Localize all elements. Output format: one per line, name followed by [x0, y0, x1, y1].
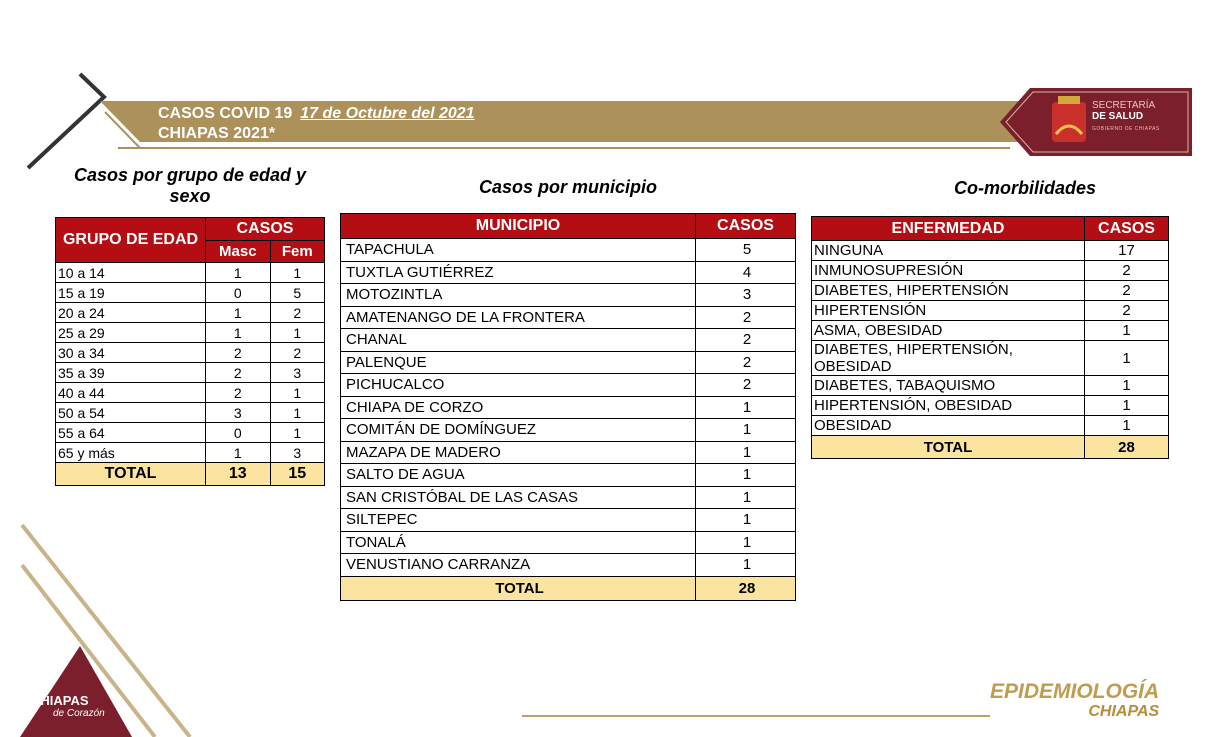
- header-title: [158, 104, 475, 144]
- municipio-section-title: Casos por municipio: [478, 177, 658, 197]
- mun-total-label: TOTAL: [341, 576, 696, 600]
- municipio-name-cell: TONALÁ: [341, 531, 696, 554]
- municipio-name-cell: CHANAL: [341, 329, 696, 352]
- table-row: [56, 383, 325, 403]
- table-row: [812, 241, 1169, 261]
- fem-cell: 3: [270, 363, 324, 383]
- table-row: [812, 416, 1169, 436]
- municipio-cases-cell: 5: [696, 239, 796, 262]
- age-group-cell: 30 a 34: [56, 343, 206, 363]
- masc-cell: 2: [206, 383, 271, 403]
- municipio-name-cell: SAN CRISTÓBAL DE LAS CASAS: [341, 486, 696, 509]
- disease-name-cell: DIABETES, HIPERTENSIÓN: [812, 281, 1085, 301]
- fem-cell: 2: [270, 343, 324, 363]
- table-row: [812, 301, 1169, 321]
- municipio-name-cell: MAZAPA DE MADERO: [341, 441, 696, 464]
- municipio-name-cell: COMITÁN DE DOMÍNGUEZ: [341, 419, 696, 442]
- masc-cell: 1: [206, 323, 271, 343]
- com-total-value: 28: [1085, 436, 1169, 459]
- age-group-cell: 50 a 54: [56, 403, 206, 423]
- masc-cell: 0: [206, 283, 271, 303]
- municipio-cases-cell: 1: [696, 554, 796, 577]
- age-group-cell: 20 a 24: [56, 303, 206, 323]
- col-casos: CASOS: [696, 214, 796, 239]
- masc-cell: 2: [206, 363, 271, 383]
- chiapas-text: CHIAPAS: [31, 693, 89, 708]
- logo-line1: SECRETARÍA: [1092, 100, 1156, 111]
- header-date: 17 de Octubre del 2021: [300, 105, 475, 122]
- table-row: [341, 554, 796, 577]
- disease-name-cell: OBESIDAD: [812, 416, 1085, 436]
- table-row: [56, 343, 325, 363]
- table-row: [341, 239, 796, 262]
- col-masc: Masc: [206, 241, 271, 263]
- fem-cell: 1: [270, 323, 324, 343]
- age-group-cell: 10 a 14: [56, 263, 206, 283]
- municipio-name-cell: PICHUCALCO: [341, 374, 696, 397]
- age-group-cell: 55 a 64: [56, 423, 206, 443]
- municipio-name-cell: SILTEPEC: [341, 509, 696, 532]
- fem-cell: 1: [270, 423, 324, 443]
- logo-text: [1092, 100, 1160, 135]
- age-group-cell: 65 y más: [56, 443, 206, 463]
- table-row: [812, 321, 1169, 341]
- masc-cell: 1: [206, 303, 271, 323]
- municipio-cases-cell: 2: [696, 374, 796, 397]
- corazon-text: de Corazón: [53, 708, 105, 719]
- masc-cell: 3: [206, 403, 271, 423]
- disease-cases-cell: 2: [1085, 261, 1169, 281]
- masc-cell: 0: [206, 423, 271, 443]
- disease-cases-cell: 1: [1085, 396, 1169, 416]
- table-row: [341, 486, 796, 509]
- disease-cases-cell: 17: [1085, 241, 1169, 261]
- table-row: [56, 283, 325, 303]
- disease-name-cell: HIPERTENSIÓN, OBESIDAD: [812, 396, 1085, 416]
- municipio-cases-cell: 1: [696, 509, 796, 532]
- fem-cell: 1: [270, 403, 324, 423]
- disease-cases-cell: 1: [1085, 376, 1169, 396]
- table-row: [56, 303, 325, 323]
- municipio-cases-cell: 4: [696, 261, 796, 284]
- logo-line2: DE SALUD: [1092, 111, 1144, 122]
- mun-total-row: [341, 576, 796, 600]
- table-row: [341, 351, 796, 374]
- age-group-cell: 35 a 39: [56, 363, 206, 383]
- comorb-table: [811, 216, 1169, 459]
- table-row: [812, 261, 1169, 281]
- disease-cases-cell: 1: [1085, 321, 1169, 341]
- disease-name-cell: INMUNOSUPRESIÓN: [812, 261, 1085, 281]
- disease-cases-cell: 2: [1085, 281, 1169, 301]
- table-row: [812, 281, 1169, 301]
- shield-icon: [1052, 102, 1086, 142]
- fem-cell: 1: [270, 383, 324, 403]
- disease-name-cell: ASMA, OBESIDAD: [812, 321, 1085, 341]
- age-group-cell: 25 a 29: [56, 323, 206, 343]
- table-row: [341, 284, 796, 307]
- table-row: [812, 341, 1169, 376]
- table-row: [812, 396, 1169, 416]
- municipio-cases-cell: 1: [696, 441, 796, 464]
- municipio-name-cell: PALENQUE: [341, 351, 696, 374]
- disease-name-cell: DIABETES, TABAQUISMO: [812, 376, 1085, 396]
- epidemiologia-logo: [990, 682, 1159, 722]
- age-table: [55, 217, 325, 486]
- municipio-cases-cell: 1: [696, 464, 796, 487]
- age-section-title: Casos por grupo de edad y sexo: [73, 165, 307, 206]
- col-municipio: MUNICIPIO: [341, 214, 696, 239]
- table-row: [341, 396, 796, 419]
- table-row: [341, 261, 796, 284]
- disease-name-cell: HIPERTENSIÓN: [812, 301, 1085, 321]
- age-group-cell: 40 a 44: [56, 383, 206, 403]
- table-row: [56, 263, 325, 283]
- col-enfermedad: ENFERMEDAD: [812, 217, 1085, 241]
- header-title-line2: CHIAPAS 2021*: [158, 125, 276, 142]
- age-total-fem: 15: [270, 463, 324, 486]
- masc-cell: 2: [206, 343, 271, 363]
- municipio-cases-cell: 1: [696, 486, 796, 509]
- municipio-cases-cell: 2: [696, 351, 796, 374]
- age-group-cell: 15 a 19: [56, 283, 206, 303]
- municipio-cases-cell: 3: [696, 284, 796, 307]
- municipio-name-cell: TAPACHULA: [341, 239, 696, 262]
- age-total-label: TOTAL: [56, 463, 206, 486]
- epi-line2: CHIAPAS: [1088, 703, 1160, 720]
- disease-cases-cell: 2: [1085, 301, 1169, 321]
- municipio-name-cell: MOTOZINTLA: [341, 284, 696, 307]
- fem-cell: 2: [270, 303, 324, 323]
- table-row: [812, 376, 1169, 396]
- age-total-masc: 13: [206, 463, 271, 486]
- disease-name-cell: NINGUNA: [812, 241, 1085, 261]
- table-row: [341, 509, 796, 532]
- disease-name-cell: DIABETES, HIPERTENSIÓN, OBESIDAD: [812, 341, 1085, 376]
- fem-cell: 3: [270, 443, 324, 463]
- masc-cell: 1: [206, 443, 271, 463]
- table-row: [341, 441, 796, 464]
- disease-cases-cell: 1: [1085, 416, 1169, 436]
- chiapas-de-corazon-logo: [31, 694, 105, 720]
- municipio-name-cell: TUXTLA GUTIÉRREZ: [341, 261, 696, 284]
- table-row: [341, 464, 796, 487]
- municipio-name-cell: AMATENANGO DE LA FRONTERA: [341, 306, 696, 329]
- municipio-cases-cell: 1: [696, 531, 796, 554]
- logo-line3: GOBIERNO DE CHIAPAS: [1092, 126, 1160, 132]
- mun-total-value: 28: [696, 576, 796, 600]
- secretaria-salud-logo: [1000, 88, 1192, 156]
- table-row: [341, 374, 796, 397]
- table-row: [341, 306, 796, 329]
- table-row: [56, 323, 325, 343]
- municipio-cases-cell: 1: [696, 396, 796, 419]
- fem-cell: 5: [270, 283, 324, 303]
- age-total-row: [56, 463, 325, 486]
- com-total-row: [812, 436, 1169, 459]
- table-row: [341, 419, 796, 442]
- table-row: [56, 363, 325, 383]
- municipio-cases-cell: 2: [696, 329, 796, 352]
- municipio-name-cell: VENUSTIANO CARRANZA: [341, 554, 696, 577]
- municipio-name-cell: SALTO DE AGUA: [341, 464, 696, 487]
- municipio-name-cell: CHIAPA DE CORZO: [341, 396, 696, 419]
- disease-cases-cell: 1: [1085, 341, 1169, 376]
- col-casos: CASOS: [1085, 217, 1169, 241]
- table-row: [341, 329, 796, 352]
- com-total-label: TOTAL: [812, 436, 1085, 459]
- table-row: [56, 443, 325, 463]
- municipio-cases-cell: 1: [696, 419, 796, 442]
- municipio-cases-cell: 2: [696, 306, 796, 329]
- header-title-line1: CASOS COVID 19: [158, 105, 293, 122]
- municipio-table: [340, 213, 796, 601]
- col-casos: CASOS: [206, 218, 325, 241]
- col-grupo-edad: GRUPO DE EDAD: [56, 218, 206, 263]
- table-row: [56, 403, 325, 423]
- table-row: [56, 423, 325, 443]
- epi-line1: EPIDEMIOLOGÍA: [990, 680, 1160, 703]
- fem-cell: 1: [270, 263, 324, 283]
- comorb-section-title: Co-morbilidades: [953, 178, 1096, 198]
- col-fem: Fem: [270, 241, 324, 263]
- masc-cell: 1: [206, 263, 271, 283]
- table-row: [341, 531, 796, 554]
